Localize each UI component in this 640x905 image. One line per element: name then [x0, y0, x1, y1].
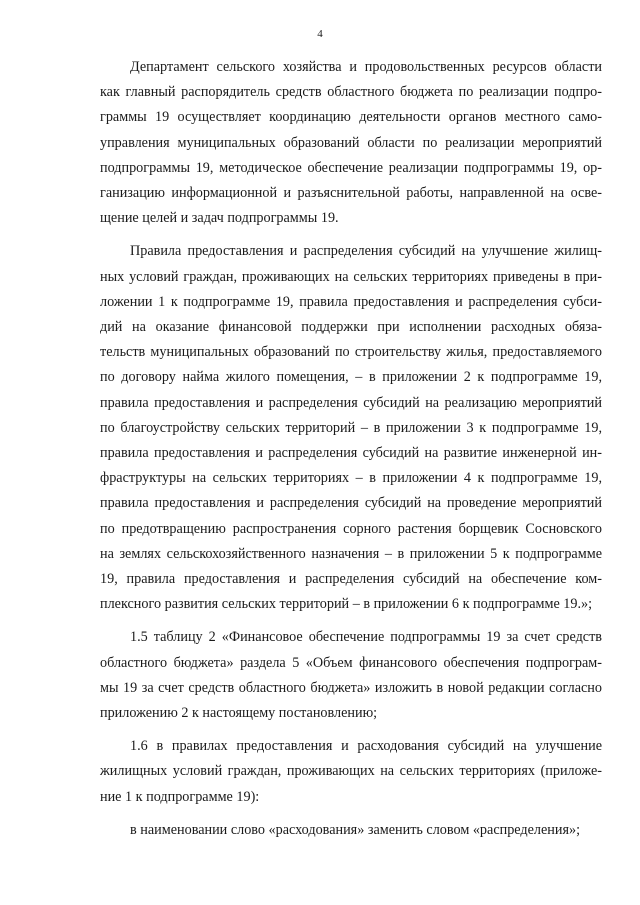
text-line: фраструктуры на сельских территориях – в приложении 4 к подпрограмме 19, [100, 470, 602, 487]
text-line: 1.6 в правилах предоставления и расходования субсидий на улучшение [130, 738, 602, 755]
text-line: как главный распорядитель средств областного бюджета по реализации подпро- [100, 84, 602, 101]
text-line: граммы 19 осуществляет координацию деятельности органов местного само- [100, 109, 602, 126]
text-line: правила предоставления и распределения субсидий на реализацию мероприятий [100, 394, 602, 411]
text-line: подпрограммы 19, методическое обеспечение реализации подпрограммы 19, ор- [100, 159, 602, 176]
text-line: дий на оказание финансовой поддержки при исполнении расходных обяза- [100, 319, 602, 336]
text-line: ние 1 к подпрограмме 19): [100, 788, 260, 805]
text-line: Департамент сельского хозяйства и продовольственных ресурсов области [130, 59, 602, 75]
text-line: тельств муниципальных образований по строительству жилья, предоставляемого [100, 344, 602, 361]
text-line: щение целей и задач подпрограммы 19. [100, 210, 339, 227]
paragraph-department-coordination [100, 55, 602, 231]
document-body [100, 55, 602, 843]
text-line: на землях сельскохозяйственного назначения – в приложении 5 к подпрограмме [100, 545, 602, 562]
paragraph-naming-change [100, 818, 602, 843]
text-line: ганизацию информационной и разъяснительной работы, направленной на осве- [100, 185, 602, 202]
paragraph-item-1-5 [100, 625, 602, 726]
text-line: управления муниципальных образований области по реализации мероприятий [100, 134, 602, 151]
text-line: правила предоставления и распределения субсидий на проведение мероприятий [100, 495, 602, 512]
text-line: Правила предоставления и распределения субсидий на улучшение жилищ- [130, 243, 602, 260]
text-line: по договору найма жилого помещения, – в приложении 2 к подпрограмме 19, [100, 369, 602, 386]
text-line: жилищных условий граждан, проживающих на сельских территориях (приложе- [100, 763, 602, 780]
text-line: плексного развития сельских территорий – в приложении 6 к подпрограмме 19.»; [100, 596, 593, 613]
text-line: 1.5 таблицу 2 «Финансовое обеспечение подпрограммы 19 за счет средств [130, 629, 602, 646]
text-line: по благоустройству сельских территорий – в приложении 3 к подпрограмме 19, [100, 419, 602, 436]
text-line: мы 19 за счет средств областного бюджета» изложить в новой редакции согласно [100, 679, 602, 696]
text-line: ложении 1 к подпрограмме 19, правила предоставления и распределения субси- [100, 293, 602, 310]
text-line: правила предоставления и распределения субсидий на развитие инженерной ин- [100, 445, 602, 462]
page-number: 4 [317, 28, 323, 40]
text-line: областного бюджета» раздела 5 «Объем финансового обеспечения подпрограм- [100, 654, 602, 671]
text-line: 19, правила предоставления и распределения субсидий на обеспечение ком- [100, 571, 602, 588]
paragraph-item-1-6 [100, 734, 602, 810]
text-line: приложению 2 к настоящему постановлению; [100, 705, 378, 722]
text-line: в наименовании слово «расходования» заменить словом «распределения»; [130, 821, 581, 838]
text-line: ных условий граждан, проживающих на сельских территориях приведены в при- [100, 268, 602, 285]
paragraph-subsidy-rules [100, 239, 602, 617]
text-line: по предотвращению распространения сорного растения борщевик Сосновского [100, 520, 602, 537]
